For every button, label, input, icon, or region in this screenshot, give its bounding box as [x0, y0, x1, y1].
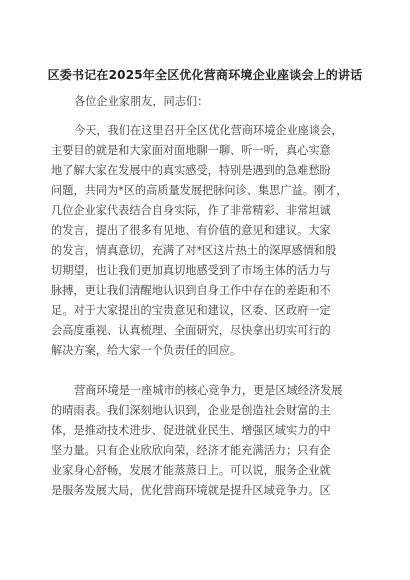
document-title: 区委书记在2025年全区优化营商环境企业座谈会上的讲话	[47, 68, 363, 82]
body-line: 切期望，也让我们更加真切地感受到了市场主体的活力与	[51, 264, 331, 277]
body-line: 几位企业家代表结合自身实际，作了非常精彩、非常坦诚	[51, 204, 331, 217]
body-line: 解决方案，给大家一个负责任的回应。	[51, 344, 242, 357]
body-line: 地了解大家在发展中的真实感受，特别是遇到的急难愁盼	[51, 164, 331, 177]
body-line: 营商环境是一座城市的核心竞争力，更是区域经济发展	[74, 384, 343, 397]
body-line: 体，是推动技术进步、促进就业民生、增强区域实力的中	[51, 424, 331, 437]
body-line: 足。对于大家提出的宝贵意见和建议，区委、区政府一定	[51, 304, 331, 317]
body-line: 主要目的就是和大家面对面地聊一聊、听一听，真心实意	[51, 144, 331, 157]
body-line: 坚力量。只有企业欣欣向荣，经济才能充满活力；只有企	[51, 444, 331, 457]
body-line: 会高度重视、认真梳理、全面研究，尽快拿出切实可行的	[51, 324, 331, 337]
body-line: 脉搏，更让我们清醒地认识到自身工作中存在的差距和不	[51, 284, 331, 297]
body-line: 的发言，情真意切，充满了对*区这片热土的深厚感情和殷	[51, 244, 337, 257]
body-line: 问题，共同为*区的高质量发展把脉问诊、集思广益。刚才，	[51, 184, 348, 197]
body-line: 业家身心舒畅，发展才能蒸蒸日上。可以说，服务企业就	[51, 464, 331, 477]
body-line: 是服务发展大局，优化营商环境就是提升区域竞争力。区	[51, 484, 331, 497]
body-line: 今天，我们在这里召开全区优化营商环境企业座谈会，	[74, 124, 343, 137]
salutation-line: 各位企业家朋友，同志们：	[74, 95, 209, 108]
body-line: 的晴雨表。我们深刻地认识到，企业是创造社会财富的主	[51, 404, 331, 417]
body-line: 的发言，提出了很多有见地、有价值的意见和建议。大家	[51, 224, 331, 237]
